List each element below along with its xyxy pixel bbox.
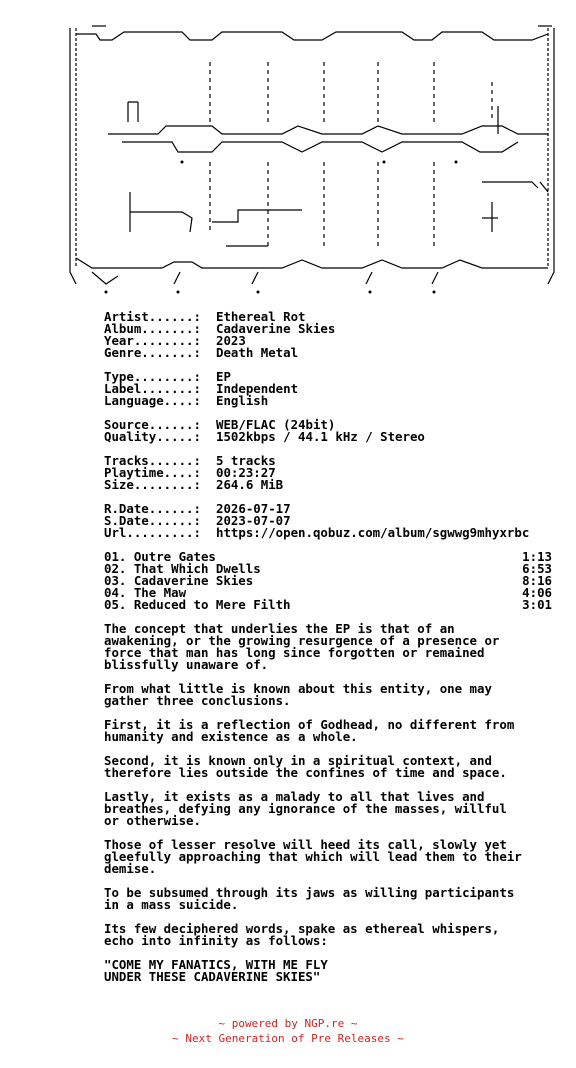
- info-row-quality: Quality.....: 1502kbps / 44.1 kHz / Stereo: [104, 429, 425, 444]
- description-paragraph: Second, it is known only in a spiritual context, and therefore lies outside the confines of time and space.: [104, 753, 507, 780]
- info-row-language: Language....: English: [104, 393, 269, 408]
- info-row-scene-date: S.Date......: 2023-07-07: [104, 513, 291, 528]
- info-row-album: Album.......: Cadaverine Skies: [104, 321, 336, 336]
- info-row-artist: Artist......: Ethereal Rot: [104, 309, 306, 324]
- footer-powered-by[interactable]: ~ powered by NGP.re ~: [218, 1017, 358, 1030]
- album-url-link[interactable]: https://open.qobuz.com/album/sgwwg9mhyxrbc: [216, 525, 530, 540]
- description-paragraph: First, it is a reflection of Godhead, no different from humanity and existence as a whole.: [104, 717, 515, 744]
- description-paragraph: Lastly, it exists as a malady to all that lives and breathes, defying any ignorance of the masses, willful or otherwise.: [104, 789, 507, 828]
- list-item: 04. The Maw 4:06: [104, 585, 552, 600]
- info-row-label: Label.......: Independent: [104, 381, 299, 396]
- info-row-type: Type........: EP: [104, 369, 231, 384]
- info-row-playtime: Playtime....: 00:23:27: [104, 465, 276, 480]
- release-description: [104, 623, 560, 995]
- ascii-logo-graphic: [62, 22, 562, 298]
- description-paragraph: The concept that underlies the EP is that of an awakening, or the growing resurgence of a presence or force that man has long since forgotten or remained blissfully unaware of.: [104, 621, 500, 672]
- footer-tagline: ~ Next Generation of Pre Releases ~: [172, 1032, 404, 1045]
- list-item: 02. That Which Dwells 6:53: [104, 561, 552, 576]
- release-info: [104, 311, 529, 539]
- tracklist: [104, 551, 552, 611]
- info-row-size: Size........: 264.6 MiB: [104, 477, 284, 492]
- ascii-art-logo: [62, 22, 562, 298]
- list-item: 03. Cadaverine Skies 8:16: [104, 573, 552, 588]
- info-row-genre: Genre.......: Death Metal: [104, 345, 299, 360]
- info-row-year: Year........: 2023: [104, 333, 246, 348]
- info-row-tracks: Tracks......: 5 tracks: [104, 453, 276, 468]
- description-paragraph: Those of lesser resolve will heed its call, slowly yet gleefully approaching that which will lead them to their demise.: [104, 837, 522, 876]
- description-paragraph: Its few deciphered words, spake as ethereal whispers, echo into infinity as follows:: [104, 921, 500, 948]
- description-paragraph: From what little is known about this entity, one may gather three conclusions.: [104, 681, 492, 708]
- info-row-source: Source......: WEB/FLAC (24bit): [104, 417, 336, 432]
- list-item: 01. Outre Gates 1:13: [104, 549, 552, 564]
- description-paragraph: To be subsumed through its jaws as willing participants in a mass suicide.: [104, 885, 515, 912]
- description-quote: "COME MY FANATICS, WITH ME FLY UNDER THESE CADAVERINE SKIES": [104, 957, 328, 984]
- list-item: 05. Reduced to Mere Filth 3:01: [104, 597, 552, 612]
- info-row-url: Url.........: https://open.qobuz.com/album/sgwwg9mhyxrbc: [104, 525, 530, 540]
- info-row-release-date: R.Date......: 2026-07-17: [104, 501, 291, 516]
